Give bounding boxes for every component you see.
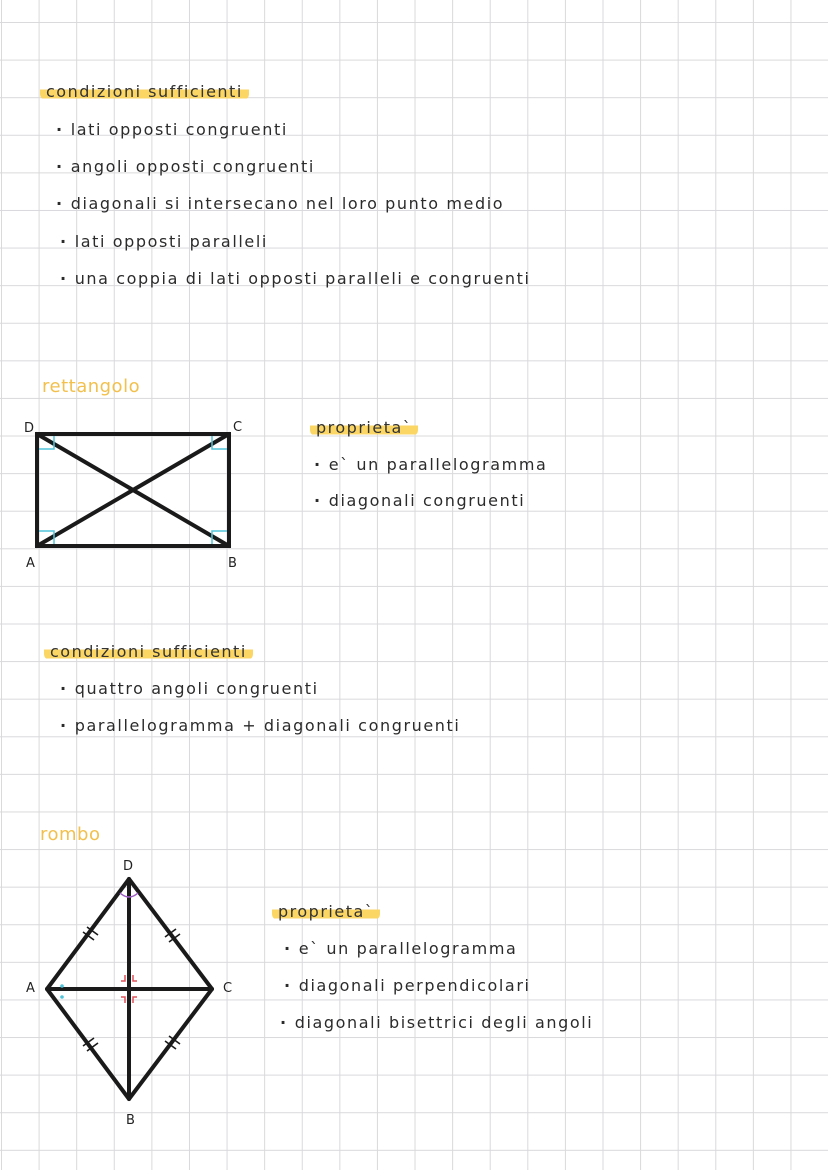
- rectangle-shape: [37, 434, 229, 546]
- right-angle-a-icon: [39, 531, 54, 544]
- section1-heading: condizioni sufficienti: [40, 84, 249, 100]
- vertex-label-a: A: [26, 556, 35, 571]
- list-item: · diagonali congruenti: [314, 491, 525, 510]
- list-item: · lati opposti paralleli: [60, 232, 268, 251]
- diagonal-db: [37, 434, 229, 546]
- bisector-arc-icon: [120, 893, 138, 897]
- vertex-label-a: A: [26, 981, 35, 996]
- vertex-label-d: D: [123, 859, 134, 874]
- list-item: · e` un parallelogramma: [314, 455, 547, 474]
- list-item: · diagonali bisettrici degli angoli: [280, 1013, 593, 1032]
- right-angle-c-icon: [212, 436, 227, 449]
- rombo-title: rombo: [40, 824, 101, 845]
- list-item: · una coppia di lati opposti paralleli e congruenti: [60, 269, 531, 288]
- list-item: · lati opposti congruenti: [56, 120, 288, 139]
- rombo-properties-heading: proprieta`: [272, 904, 380, 920]
- list-item: · e` un parallelogramma: [284, 939, 517, 958]
- list-item: · diagonali perpendicolari: [284, 976, 531, 995]
- list-item: · diagonali si intersecano nel loro punto medio: [56, 194, 504, 213]
- rhombus-shape: [47, 879, 212, 1099]
- congruence-ticks-icon: [83, 927, 180, 1051]
- right-angle-d-icon: [39, 436, 54, 449]
- right-angle-b-icon: [212, 531, 227, 544]
- list-item: · angoli opposti congruenti: [56, 157, 315, 176]
- rettangolo-title: rettangolo: [42, 376, 141, 397]
- list-item: · quattro angoli congruenti: [60, 679, 319, 698]
- vertex-label-c: C: [223, 981, 233, 996]
- vertex-label-b: B: [126, 1113, 135, 1128]
- rettangolo-properties-heading: proprieta`: [310, 420, 418, 436]
- rettangolo-conditions-heading: condizioni sufficienti: [44, 644, 253, 660]
- angle-dots-icon: [60, 984, 64, 999]
- diagonal-ca: [37, 434, 229, 546]
- perpendicular-mark-icon: [121, 975, 137, 1003]
- list-item: · parallelogramma + diagonali congruenti: [60, 716, 460, 735]
- vertex-label-d: D: [24, 421, 35, 436]
- vertex-label-c: C: [233, 420, 243, 435]
- vertex-label-b: B: [228, 556, 237, 571]
